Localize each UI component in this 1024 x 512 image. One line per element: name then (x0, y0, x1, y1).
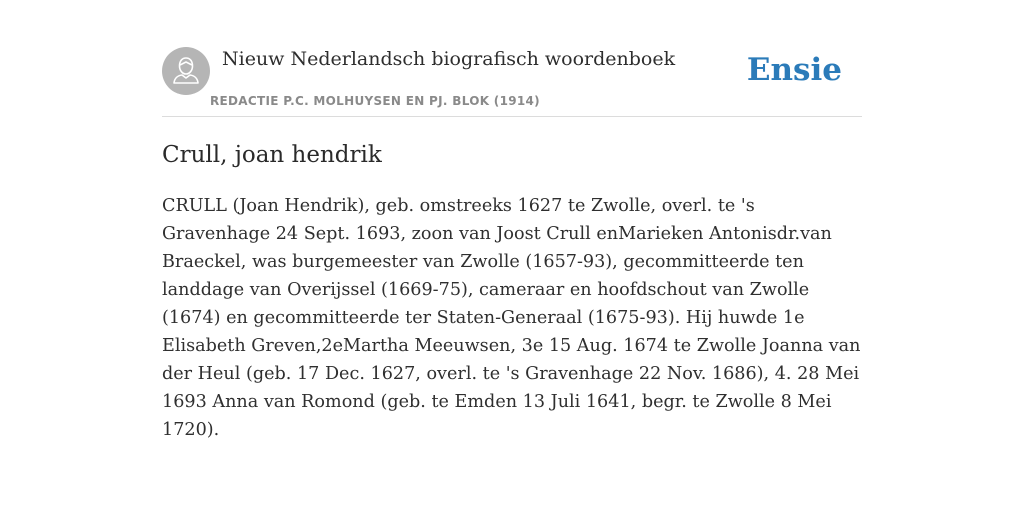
user-silhouette-icon (162, 47, 210, 95)
avatar (162, 47, 210, 95)
entry-body: CRULL (Joan Hendrik), geb. omstreeks 1627 te Zwolle, overl. te 's Gravenhage 24 Sept. 1693, zoon van Joost Crull enMarieken Antonisdr.van Braeckel, was burgemeester van Zwolle (1657-93), gecommitteerde ten landdage van Overijssel (1669-75), cameraar en hoofdschout van Zwolle (1674) en gecommitteerde ter Staten-Generaal (1675-93). Hij huwde 1e Elisabeth Greven,2eMartha Meeuwsen, 3e 15 Aug. 1674 te Zwolle Joanna van der Heul (geb. 17 Dec. 1627, overl. te 's Gravenhage 22 Nov. 1686), 4. 28 Mei 1693 Anna van Romond (geb. te Emden 13 Juli 1641, begr. te Zwolle 8 Mei 1720). (162, 196, 861, 440)
brand-logo[interactable]: Ensie (746, 52, 842, 88)
entry-title: Crull, joan hendrik (162, 142, 382, 168)
source-editors: REDACTIE P.C. MOLHUYSEN EN PJ. BLOK (1914) (210, 94, 540, 108)
source-header (162, 44, 862, 117)
source-book-title[interactable]: Nieuw Nederlandsch biografisch woordenboek (222, 48, 676, 70)
